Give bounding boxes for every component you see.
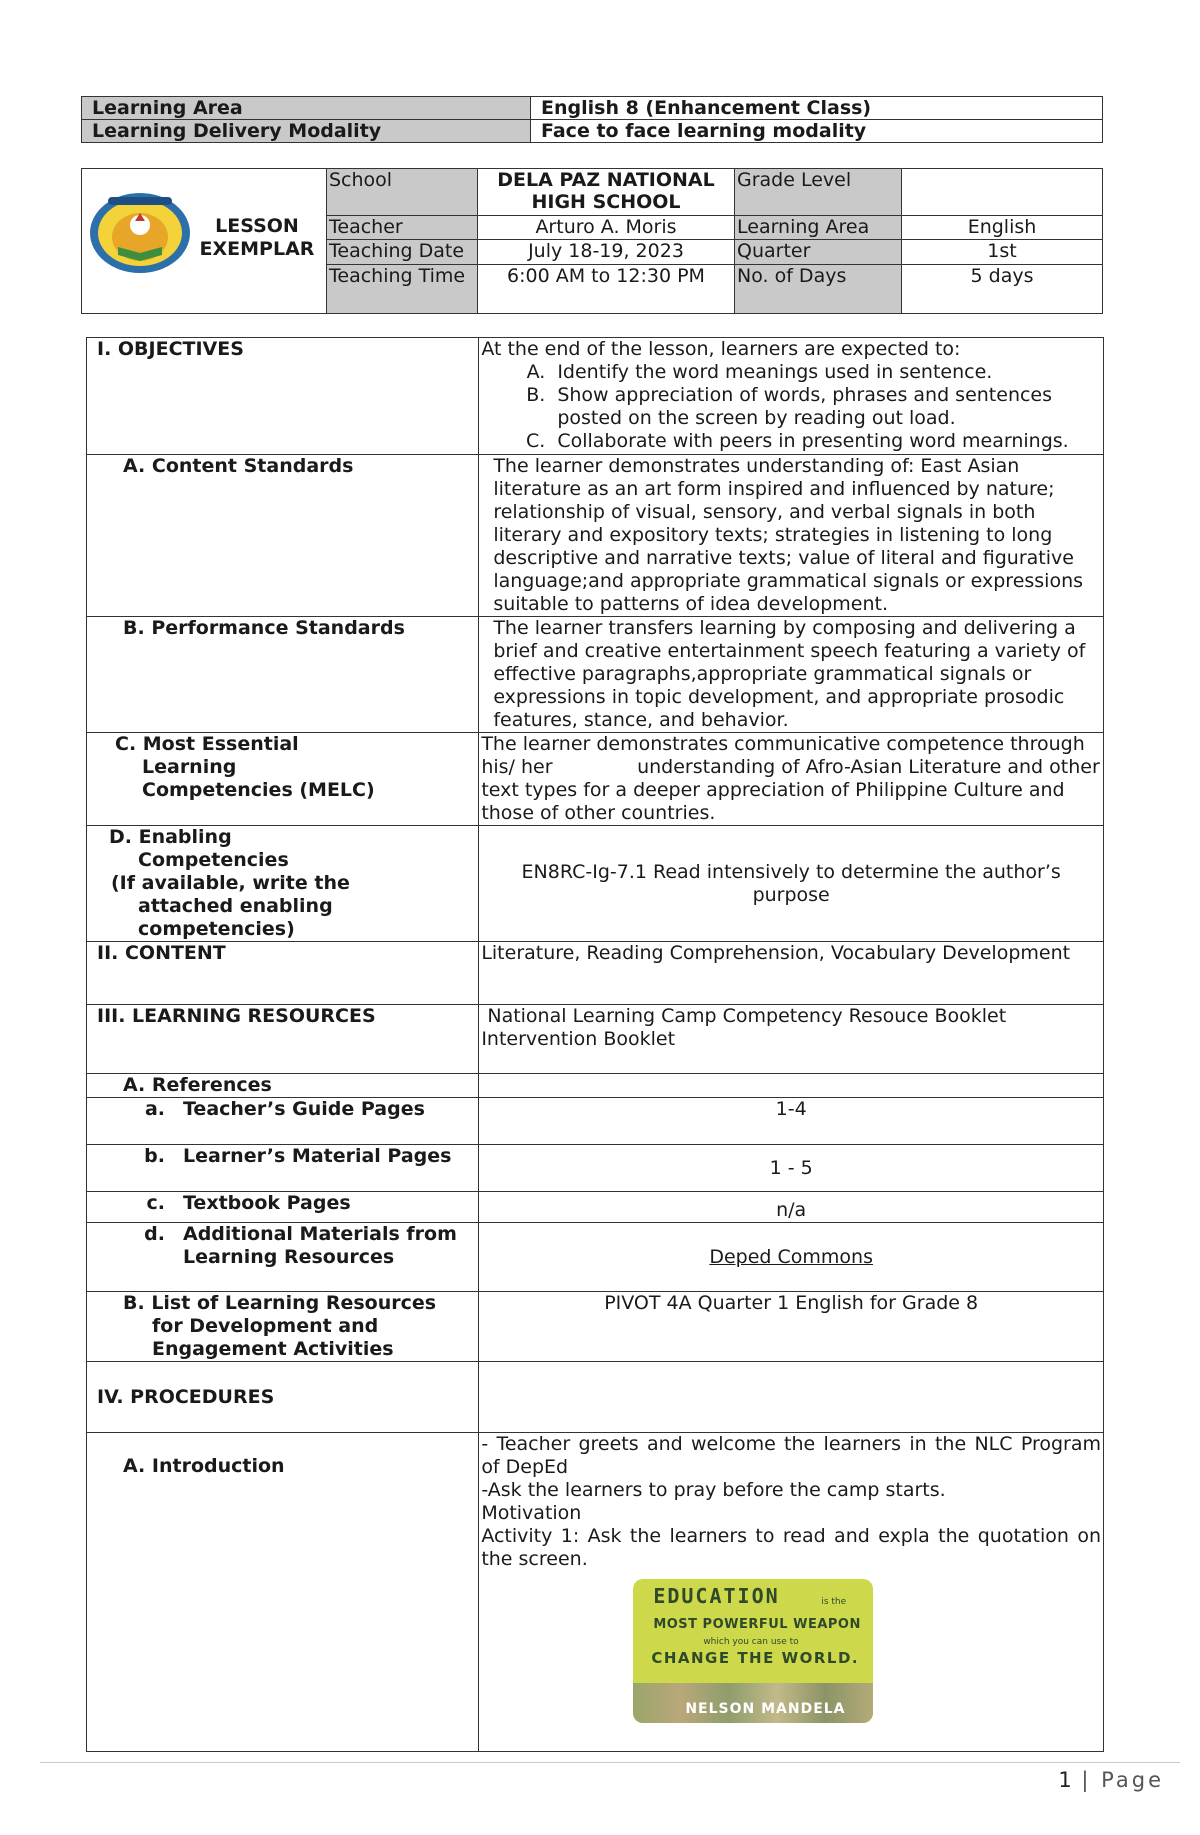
introduction-cell <box>479 1433 1104 1752</box>
learners-material-letter: b. <box>144 1145 165 1167</box>
quarter-label: Quarter <box>735 240 902 265</box>
objective-item: A. Identify the word meanings used in sentence. <box>551 361 1101 384</box>
textbook-label <box>87 1192 479 1223</box>
content-label: II. CONTENT <box>87 942 479 1005</box>
enabling-label-line-5: competencies) <box>138 918 295 940</box>
performance-standards-label: B. Performance Standards <box>87 617 479 733</box>
objectives-row <box>87 338 1104 455</box>
objectives-cell <box>479 338 1104 455</box>
lesson-exemplar-title <box>197 215 317 261</box>
poster-is-the: is the <box>821 1597 847 1607</box>
intro-line: Activity 1: Ask the learners to read and expla the quotation on the screen. <box>481 1525 1101 1570</box>
teacher-value: Arturo A. Moris <box>478 215 735 240</box>
additional-materials-letter: d. <box>144 1223 165 1245</box>
textbook-value: n/a <box>479 1192 1104 1223</box>
resources-cell <box>479 1005 1104 1074</box>
content-text: Literature, Reading Comprehension, Vocabulary Development <box>479 942 1104 1005</box>
school-label: School <box>327 169 478 216</box>
teachers-guide-value: 1-4 <box>479 1098 1104 1145</box>
textbook-letter: c. <box>146 1192 165 1214</box>
enabling-text: EN8RC-Ig-7.1 Read intensively to determine the author’s purpose <box>479 826 1104 942</box>
list-resources-text: PIVOT 4A Quarter 1 English for Grade 8 <box>479 1292 1104 1362</box>
education-quote-poster <box>633 1579 873 1723</box>
objective-item: C. Collaborate with peers in presenting word mearnings. <box>551 430 1101 453</box>
introduction-label: A. Introduction <box>87 1433 479 1752</box>
learners-material-text: Learner’s Material Pages <box>183 1145 452 1167</box>
days-value: 5 days <box>902 265 1103 314</box>
objective-item: B. Show appreciation of words, phrases and sentences posted on the screen by reading out load. <box>551 384 1101 430</box>
deped-commons-link[interactable]: Deped Commons <box>709 1245 873 1268</box>
resources-line-1: National Learning Camp Competency Resouce Booklet <box>481 1005 1007 1027</box>
references-label: A. References <box>87 1074 479 1098</box>
lesson-exemplar-cell <box>82 169 327 314</box>
melc-label-line-1: C. Most Essential <box>115 733 299 755</box>
teacher-label: Teacher <box>327 215 478 240</box>
modality-label: Learning Delivery Modality <box>82 120 531 143</box>
teaching-time-label: Teaching Time <box>327 265 478 314</box>
learning-area-value: English 8 (Enhancement Class) <box>531 97 1103 120</box>
lesson-plan-table <box>86 337 1104 1752</box>
procedures-label: IV. PROCEDURES <box>87 1362 479 1433</box>
procedures-value <box>479 1362 1104 1433</box>
objectives-label: I. OBJECTIVES <box>87 338 479 455</box>
references-value <box>479 1074 1104 1098</box>
teaching-date-label: Teaching Date <box>327 240 478 265</box>
melc-label-line-3: Competencies (MELC) <box>142 779 375 801</box>
list-resources-line-2: for Development and <box>152 1315 379 1337</box>
poster-which-you-can: which you can use to <box>703 1637 799 1647</box>
enabling-label-line-1: D. Enabling <box>109 826 232 848</box>
enabling-label-line-3: (If available, write the <box>111 872 350 894</box>
poster-weapon: MOST POWERFUL WEAPON <box>653 1617 861 1632</box>
enabling-label-line-4: attached enabling <box>138 895 333 917</box>
teaching-date-value: July 18-19, 2023 <box>478 240 735 265</box>
lesson-title-line-1: LESSON <box>215 215 299 237</box>
learning-area-label: Learning Area <box>82 97 531 120</box>
textbook-text: Textbook Pages <box>183 1192 351 1214</box>
poster-change-world: CHANGE THE WORLD. <box>651 1649 860 1667</box>
list-resources-line-1: B. List of Learning Resources <box>123 1292 437 1314</box>
school-logo-icon <box>88 191 192 275</box>
additional-materials-label <box>87 1223 479 1292</box>
melc-label <box>87 733 479 826</box>
page-number: 1 <box>1058 1768 1072 1792</box>
info-learning-area-value: English <box>902 215 1103 240</box>
teaching-time-value: 6:00 AM to 12:30 PM <box>478 265 735 314</box>
grade-level-value <box>902 169 1103 216</box>
intro-line: Motivation <box>481 1502 582 1524</box>
content-standards-label: A. Content Standards <box>87 455 479 617</box>
page-footer <box>1058 1768 1164 1792</box>
list-resources-line-3: Engagement Activities <box>152 1338 394 1360</box>
grade-level-label: Grade Level <box>735 169 902 216</box>
melc-text: The learner demonstrates communicative competence through his/ her understanding of Afro-Asian Literature and other text types for a deeper appreciation of Philippine Culture and those of other countries. <box>479 733 1104 826</box>
page-label: | Page <box>1071 1768 1164 1792</box>
objectives-intro: At the end of the lesson, learners are expected to: <box>481 338 961 360</box>
teachers-guide-text: Teacher’s Guide Pages <box>183 1098 425 1120</box>
intro-line: - Teacher greets and welcome the learners in the NLC Program of DepEd <box>481 1433 1101 1478</box>
teachers-guide-label <box>87 1098 479 1145</box>
learners-material-label <box>87 1145 479 1192</box>
enabling-label-line-2: Competencies <box>138 849 289 871</box>
poster-author: NELSON MANDELA <box>685 1701 846 1717</box>
poster-education: EDUCATION <box>653 1584 780 1608</box>
learners-material-value: 1 - 5 <box>479 1145 1104 1192</box>
info-learning-area-label: Learning Area <box>735 215 902 240</box>
additional-materials-value[interactable] <box>479 1223 1104 1292</box>
resources-line-2: Intervention Booklet <box>481 1028 676 1050</box>
footer-divider <box>40 1762 1180 1763</box>
additional-materials-text: Additional Materials from Learning Resources <box>183 1223 457 1268</box>
performance-standards-text: The learner transfers learning by composing and delivering a brief and creative entertainment speech featuring a variety of effective paragraphs,appropriate grammatical signals or expressions in topic development, and appropriate prosodic features, stance, and behavior. <box>479 617 1104 733</box>
melc-label-line-2: Learning <box>142 756 237 778</box>
teachers-guide-letter: a. <box>144 1098 165 1120</box>
modality-value: Face to face learning modality <box>531 120 1103 143</box>
enabling-label <box>87 826 479 942</box>
header-table <box>81 96 1103 143</box>
lesson-title-line-2: EXEMPLAR <box>199 238 315 260</box>
list-resources-label <box>87 1292 479 1362</box>
school-value: DELA PAZ NATIONAL HIGH SCHOOL <box>478 169 735 216</box>
objectives-list <box>481 361 1101 453</box>
info-table <box>81 168 1103 314</box>
resources-label: III. LEARNING RESOURCES <box>87 1005 479 1074</box>
content-standards-text: The learner demonstrates understanding of: East Asian literature as an art form inspired and influenced by nature; relationship of visual, sensory, and verbal signals in both literary and expository texts; strategies in listening to long descriptive and narrative texts; value of literal and figurative language;and appropriate grammatical signals or expressions suitable to patterns of idea development. <box>479 455 1104 617</box>
days-label: No. of Days <box>735 265 902 314</box>
intro-line: -Ask the learners to pray before the camp starts. <box>481 1479 946 1501</box>
quarter-value: 1st <box>902 240 1103 265</box>
